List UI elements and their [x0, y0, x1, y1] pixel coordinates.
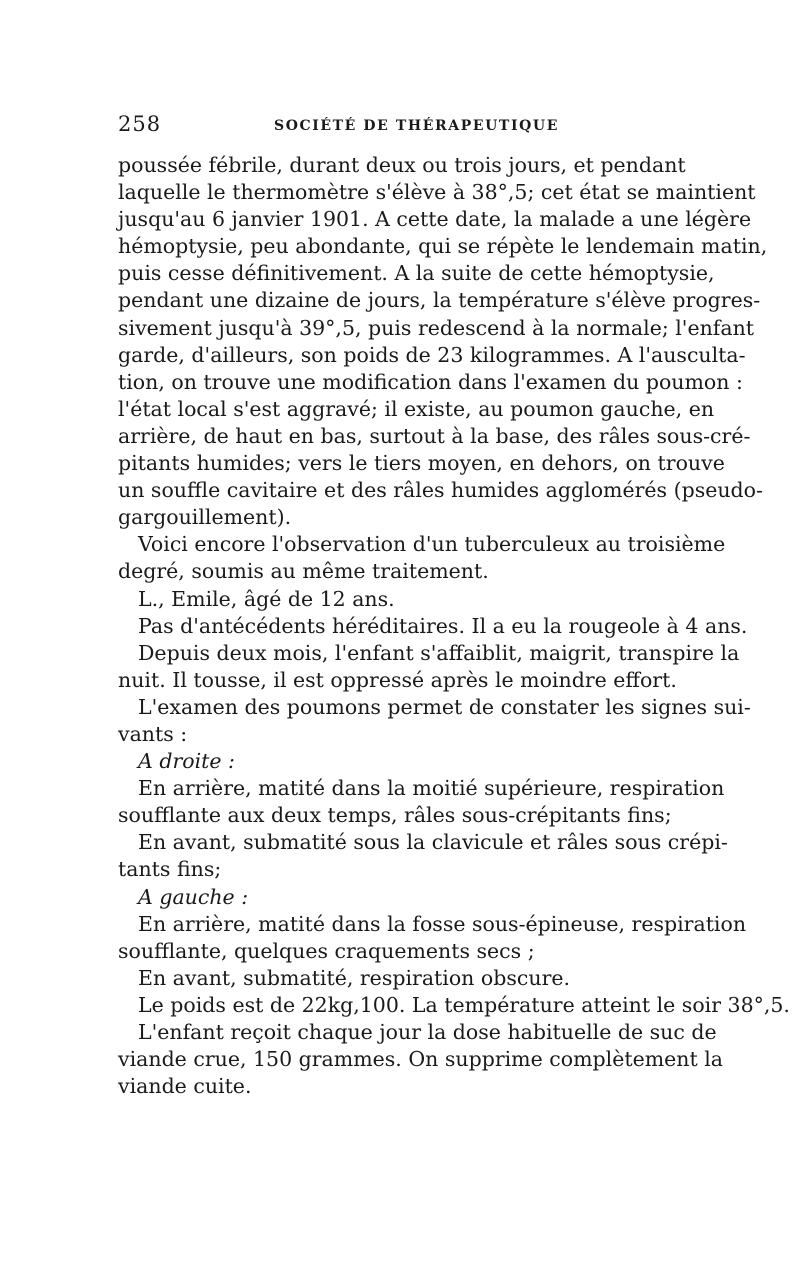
body-text	[118, 152, 790, 1100]
text-line: hémoptysie, peu abondante, qui se répète le lendemain matin,	[118, 234, 768, 259]
text-line: laquelle le thermomètre s'élève à 38°,5; cet état se maintient	[118, 180, 756, 205]
text-line: nuit. Il tousse, il est oppressé après le moindre effort.	[118, 667, 677, 692]
text-line: puis cesse définitivement. A la suite de cette hémoptysie,	[118, 261, 715, 286]
text-line: pendant une dizaine de jours, la température s'élève progres-	[118, 288, 761, 313]
text-line: arrière, de haut en bas, surtout à la base, des râles sous-cré-	[118, 423, 751, 448]
text-line: En arrière, matité dans la moitié supérieure, respiration	[138, 776, 725, 801]
text-line: viande cuite.	[118, 1074, 252, 1099]
text-line: L., Emile, âgé de 12 ans.	[138, 586, 395, 611]
text-line: jusqu'au 6 janvier 1901. A cette date, la malade a une légère	[118, 207, 752, 232]
section-heading: A droite :	[138, 749, 235, 774]
text-line: vants :	[118, 721, 188, 746]
text-line: un souffle cavitaire et des râles humides agglomérés (pseudo-	[118, 478, 763, 503]
text-line: L'examen des poumons permet de constater les signes sui-	[138, 694, 751, 719]
text-line: Voici encore l'observation d'un tuberculeux au troisième	[138, 532, 726, 557]
running-title: SOCIÉTÉ DE THÉRAPEUTIQUE	[274, 118, 559, 134]
text-line: viande crue, 150 grammes. On supprime complètement la	[118, 1047, 724, 1072]
text-line: Pas d'antécédents héréditaires. Il a eu la rougeole à 4 ans.	[138, 613, 748, 638]
page-header	[118, 112, 678, 142]
text-line: En arrière, matité dans la fosse sous-épineuse, respiration	[138, 911, 747, 936]
page-number: 258	[118, 112, 162, 136]
section-heading: A gauche :	[138, 884, 249, 909]
text-line: L'enfant reçoit chaque jour la dose habituelle de suc de	[138, 1020, 717, 1044]
text-line: gargouillement).	[118, 505, 292, 530]
text-line: Depuis deux mois, l'enfant s'affaiblit, maigrit, transpire la	[138, 640, 740, 665]
text-line: En avant, submatité, respiration obscure.	[138, 965, 571, 990]
text-line: tants fins;	[118, 857, 222, 882]
text-line: degré, soumis au même traitement.	[118, 559, 489, 584]
text-line: En avant, submatité sous la clavicule et râles sous crépi-	[138, 830, 728, 855]
text-line: pitants humides; vers le tiers moyen, en dehors, on trouve	[118, 451, 725, 476]
text-line: garde, d'ailleurs, son poids de 23 kilogrammes. A l'ausculta-	[118, 342, 746, 367]
text-line: soufflante, quelques craquements secs ;	[118, 938, 535, 963]
text-line: poussée fébrile, durant deux ou trois jours, et pendant	[118, 153, 686, 177]
text-line: tion, on trouve une modification dans l'examen du poumon :	[118, 369, 743, 394]
text-line: sivement jusqu'à 39°,5, puis redescend à la normale; l'enfant	[118, 315, 755, 340]
text-line: Le poids est de 22kg,100. La température atteint le soir 38°,5.	[138, 992, 790, 1017]
text-line: l'état local s'est aggravé; il existe, au poumon gauche, en	[118, 396, 715, 421]
text-line: soufflante aux deux temps, râles sous-crépitants fins;	[118, 803, 672, 828]
